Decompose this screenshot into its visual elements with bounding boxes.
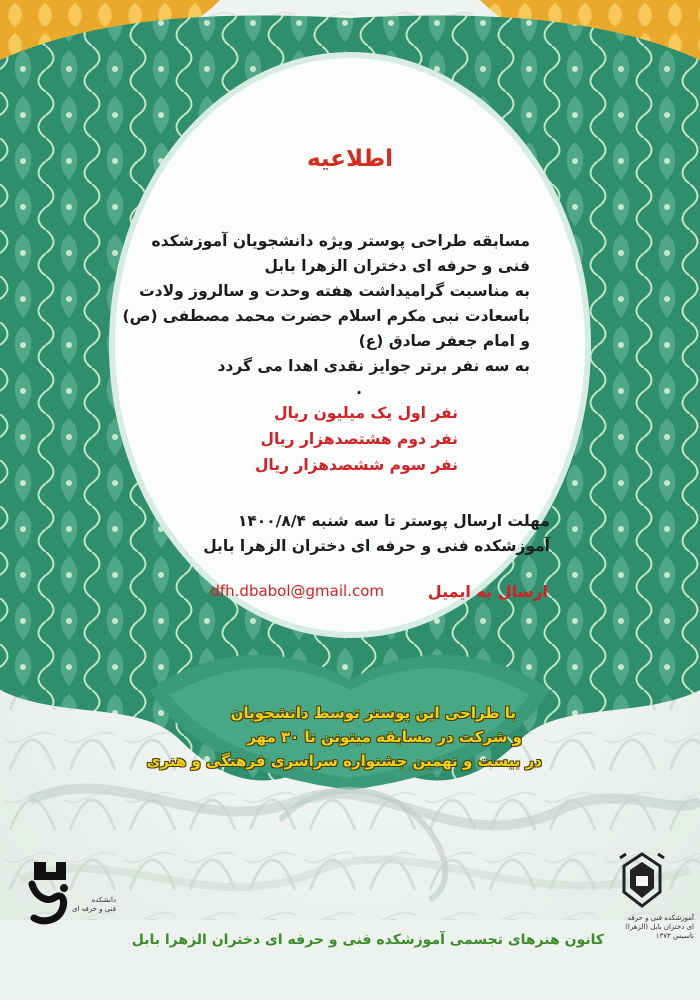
logo-right-caption: آموزشکده فنی و حرفه ای دختران بابل (الزهرا) تاسیس ۱۳۷۳ <box>625 914 694 940</box>
deadline-line: مهلت ارسال پوستر تا سه شنبه ۱۴۰۰/۸/۴ <box>237 512 550 530</box>
body-line-1: مسابقه طراحی پوستر ویژه دانشجویان آموزشکده <box>151 232 530 250</box>
body-line-5: و امام جعفر صادق (ع) <box>358 332 530 350</box>
promo-line-2: و شرکت در مسابقه میتونن تا ۳۰ مهر <box>247 728 522 746</box>
body-line-3: به مناسبت گرامیداشت هفته وحدت و سالروز ولادت <box>139 282 530 300</box>
institution-line: آموزشکده فنی و حرفه ای دختران الزهرا بابل <box>203 537 550 555</box>
body-line-4: باسعادت نبی مکرم اسلام حضرت محمد مصطفی (ص) <box>122 307 530 325</box>
send-email-label: ارسال به ایمیل <box>427 582 548 601</box>
body-line-6: به سه نفر برتر جوایز نقدی اهدا می گردد <box>217 357 530 375</box>
announcement-title: اطلاعیه <box>306 146 394 172</box>
promo-line-3: در بیست و نهمین جشنواره سراسری فرهنگی و هنری <box>146 752 542 770</box>
prize-second: نفر دوم هشتصدهزار ریال <box>260 430 458 448</box>
promo-line-1: با طراحی این پوستر توسط دانشجویان <box>230 704 516 722</box>
institution-logo-left-icon <box>26 858 74 928</box>
prize-third: نفر سوم ششصدهزار ریال <box>254 456 458 474</box>
body-line-2: فنی و حرفه ای دختران الزهرا بابل <box>264 257 530 275</box>
prize-first: نفر اول یک میلیون ریال <box>274 404 458 422</box>
footer-club-name: کانون هنرهای تجسمی آموزشکده فنی و حرفه ای دختران الزهرا بابل <box>131 932 604 948</box>
email-address[interactable]: dfh.dbabol@gmail.com <box>210 582 384 600</box>
institution-logo-right-icon <box>612 852 672 916</box>
logo-left-caption: دانشکده فنی و حرفه ای <box>72 896 117 913</box>
body-dot: . <box>356 380 362 398</box>
